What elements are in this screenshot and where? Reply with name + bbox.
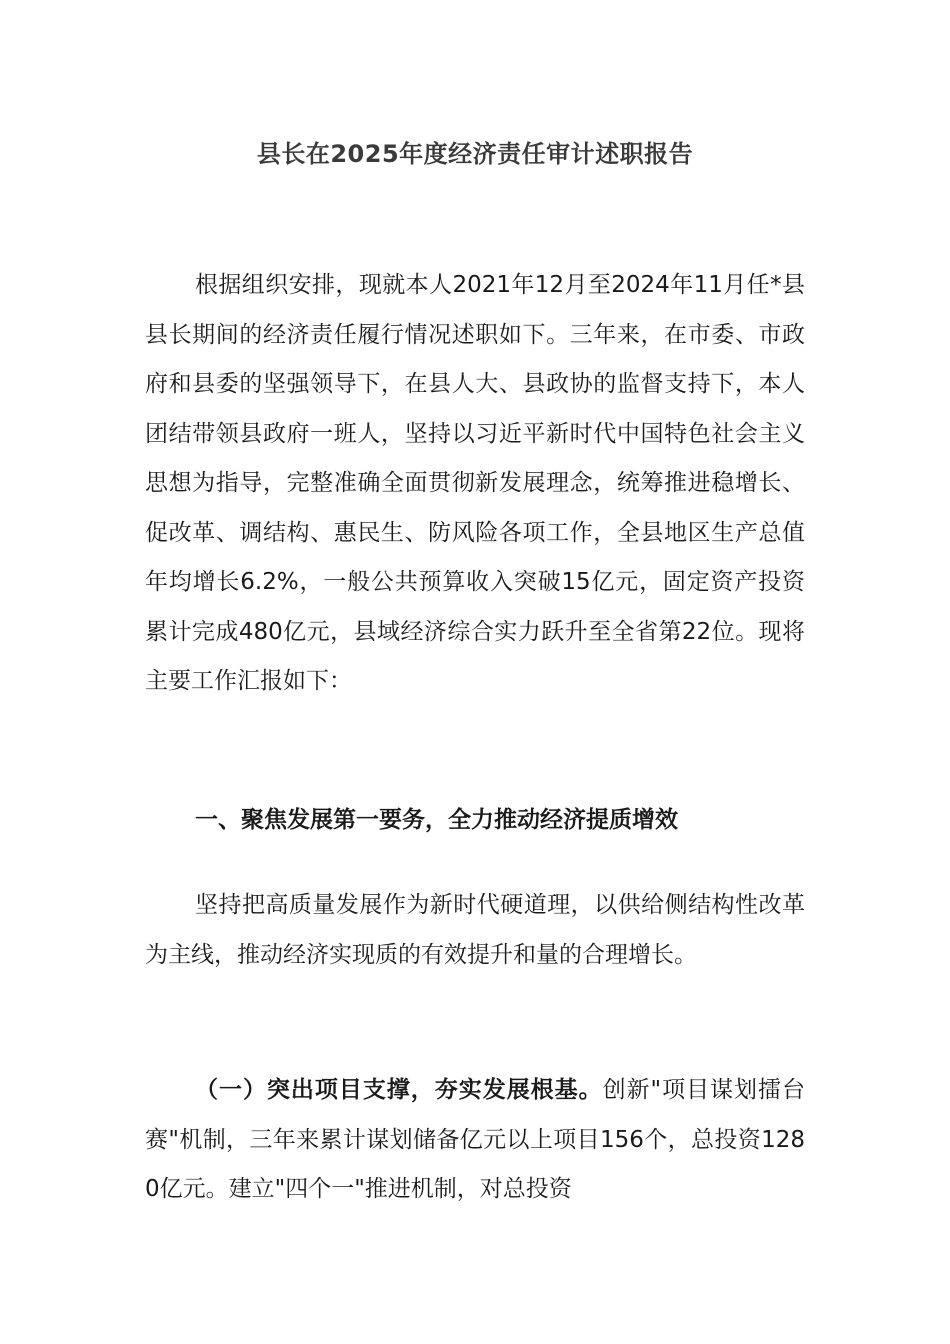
subsection-paragraph [145, 1066, 805, 1215]
intro-paragraph: 根据组织安排，现就本人2021年12月至2024年11月任*县县长期间的经济责任履行情况述职如下。三年来，在市委、市政府和县委的坚强领导下，在县人大、县政协的监督支持下，本人团结带领县政府一班人，坚持以习近平新时代中国特色社会主义思想为指导，完整准确全面贯彻新发展理念，统筹推进稳增长、促改革、调结构、惠民生、防风险各项工作，全县地区生产总值年均增长6.2%，一般公共预算收入突破15亿元，固定资产投资累计完成480亿元，县域经济综合实力跃升至全省第22位。现将主要工作汇报如下： [145, 272, 805, 694]
subsection-heading: （一）突出项目支撑，夯实发展根基。 [195, 1077, 603, 1103]
document-title: 县长在2025年度经济责任审计述职报告 [256, 140, 694, 168]
section-paragraph: 坚持把高质量发展作为新时代硬道理，以供给侧结构性改革为主线，推动经济实现质的有效提升和量的合理增长。 [145, 892, 805, 968]
section-heading: 一、聚焦发展第一要务，全力推动经济提质增效 [195, 807, 678, 833]
subsection-text: 创新"项目谋划擂台赛"机制，三年来累计谋划储备亿元以上项目156个，总投资1280亿元。建立"四个一"推进机制，对总投资 [145, 1077, 805, 1202]
